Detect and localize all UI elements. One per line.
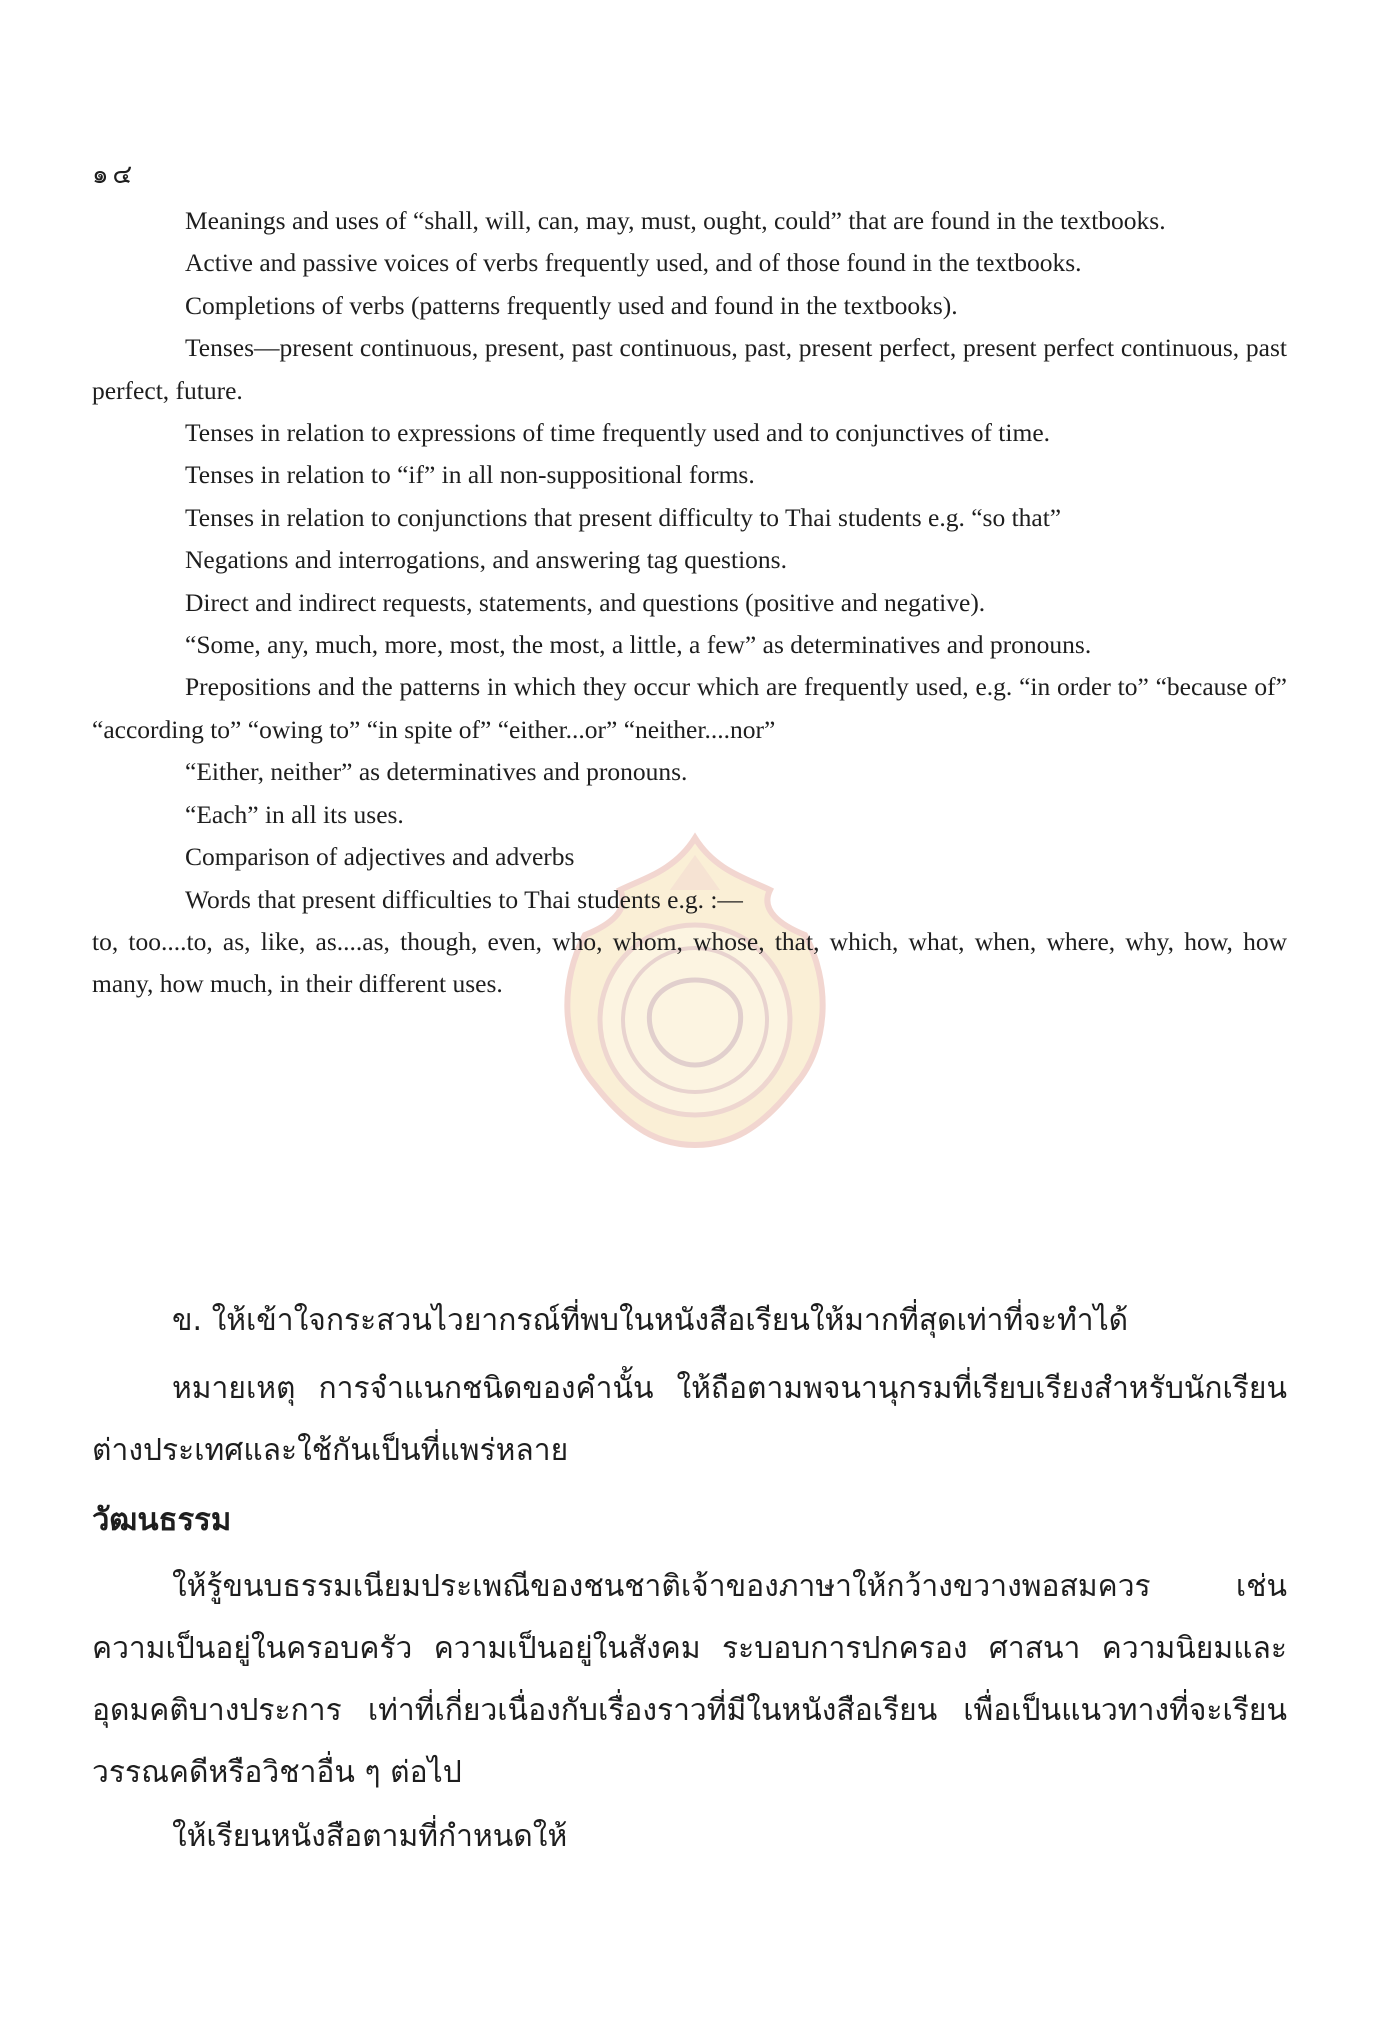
note-block <box>92 1358 1287 1482</box>
syllabus-item: Tenses in relation to conjunctions that present difficulty to Thai students e.g. “so that” <box>185 502 1062 532</box>
syllabus-item: “Either, neither” as determinatives and pronouns. <box>185 757 688 787</box>
syllabus-item: “Some, any, much, more, most, the most, a little, a few” as determinatives and pronouns. <box>185 630 1092 660</box>
syllabus-item: Direct and indirect requests, statements, and questions (positive and negative). <box>185 587 986 617</box>
section-b-paragraph: ข. ให้เข้าใจกระสวนไวยากรณ์ที่พบในหนังสือเรียนให้มากที่สุดเท่าที่จะทำได้ <box>172 1303 1129 1338</box>
english-syllabus-list <box>92 200 1287 1006</box>
syllabus-item: Words that present difficulties to Thai students e.g. :— <box>185 884 743 914</box>
study-block <box>92 1806 1287 1868</box>
culture-paragraph: ให้รู้ขนบธรรมเนียมประเพณีของชนชาติเจ้าของภาษาให้กว้างขวางพอสมควร เช่น ความเป็นอยู่ในครอบครัว ความเป็นอยู่ในสังคม ระบอบการปกครอง ศาสนา ความนิยมและอุดมคติบางประการ เท่าที่เกี่ยวเนื่องกับเรื่องราวที่มีในหนังสือเรียน เพื่อเป็นแนวทางที่จะเรียนวรรณคดีหรือวิชาอื่น ๆ ต่อไป <box>92 1569 1287 1790</box>
difficult-words-list: to, too....to, as, like, as....as, though, even, who, whom, whose, that, which, what, when, where, why, how, how many, how much, in their different uses. <box>92 926 1287 999</box>
syllabus-item: Tenses in relation to expressions of time frequently used and to conjunctives of time. <box>185 418 1051 448</box>
study-instruction: ให้เรียนหนังสือตามที่กำหนดให้ <box>172 1819 568 1854</box>
note-paragraph: หมายเหตุ การจำแนกชนิดของคำนั้น ให้ถือตามพจนานุกรมที่เรียบเรียงสำหรับนักเรียนต่างประเทศและใช้กันเป็นที่แพร่หลาย <box>92 1371 1287 1468</box>
syllabus-item: Tenses in relation to “if” in all non-suppositional forms. <box>185 460 755 490</box>
syllabus-item: “Each” in all its uses. <box>185 799 404 829</box>
syllabus-item: Comparison of adjectives and adverbs <box>185 842 575 872</box>
syllabus-item: Active and passive voices of verbs frequently used, and of those found in the textbooks. <box>185 248 1082 278</box>
culture-block <box>92 1556 1287 1804</box>
culture-heading: วัฒนธรรม <box>92 1502 232 1538</box>
syllabus-item: Meanings and uses of “shall, will, can, may, must, ought, could” that are found in the textbooks. <box>185 206 1166 235</box>
syllabus-item: Negations and interrogations, and answering tag questions. <box>185 545 787 575</box>
syllabus-item: Prepositions and the patterns in which they occur which are frequently used, e.g. “in order to” “because of” “according to” “owing to” “in spite of” “either...or” “neither....nor” <box>92 672 1287 744</box>
syllabus-item: Completions of verbs (patterns frequently used and found in the textbooks). <box>185 290 958 320</box>
page-number: ๑๔ <box>92 160 137 189</box>
syllabus-item: Tenses—present continuous, present, past continuous, past, present perfect, present perfect continuous, past perfect, future. <box>92 333 1287 405</box>
